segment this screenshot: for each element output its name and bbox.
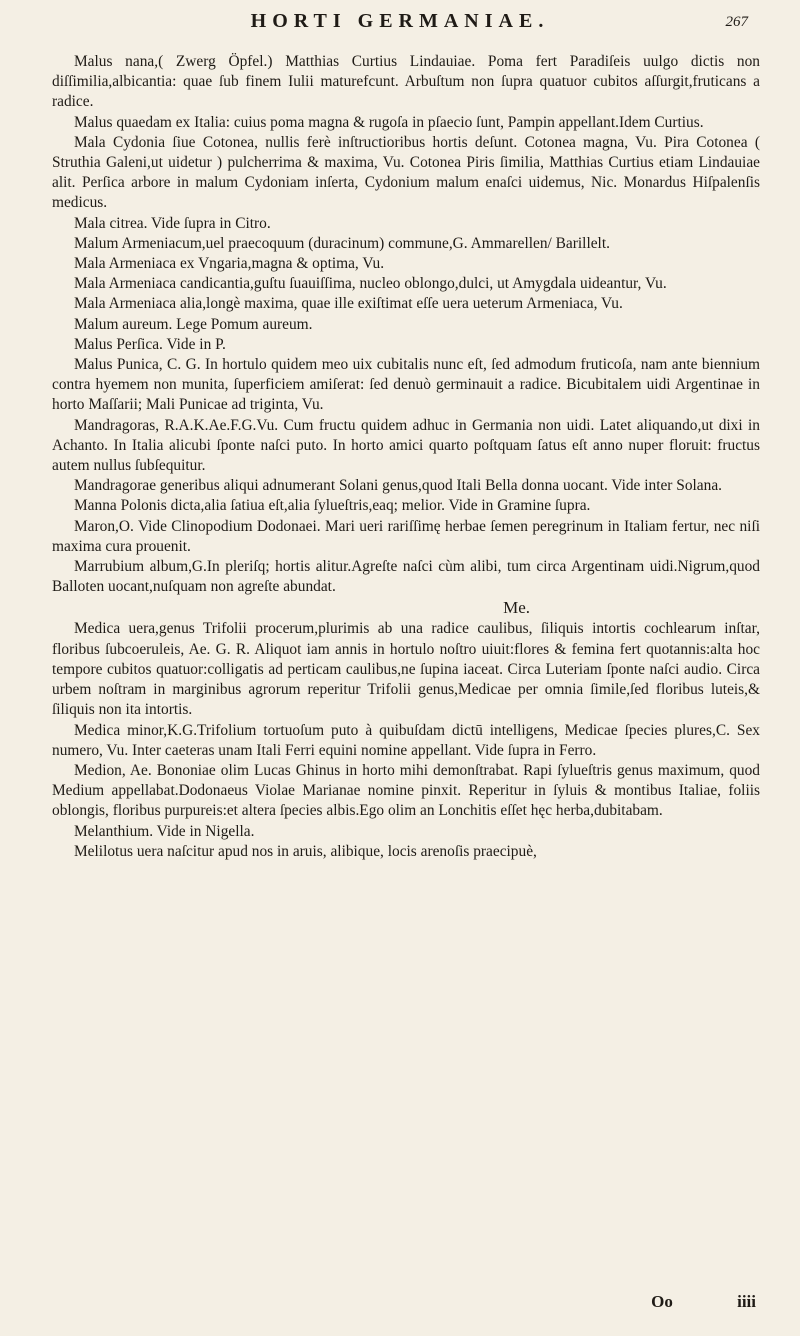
entry-mala-cydonia: Mala Cydonia ſiue Cotonea, nullis ferè inſtructioribus hortis deſunt. Cotonea magna, Vu. Pira Cotonea ( Struthia Galeni,ut uidetur ) pulcherrima & maxima, Vu. Cotonea Piris ſimilia, Matthias Curtius etiam Lindauiae alit. Perſica arbore in malum Cydoniam inſerta, Cydonium malum enaſci uidemus, Nic. Monardus Hiſpalenſis medicus. <box>52 133 760 212</box>
entry-mala-armeniaca-candicantia: Mala Armeniaca candicantia,guſtu ſuauiſſima, nucleo oblongo,dulci, ut Amygdala uideantur, Vu. <box>74 275 667 293</box>
entry-mala-citrea: Mala citrea. Vide ſupra in Citro. <box>74 214 271 232</box>
entry-mandragoras: Mandragoras, R.A.K.Ae.F.G.Vu. Cum fructu quidem adhuc in Germania non uidi. Latet aliquando,ut dixi in Achanto. In Italia alicubi ſponte naſci puto. In horto amici quarto poſtquam ſatus eſt anno nuper floruit: fructus autem nullus ſubſequitur. <box>52 416 760 475</box>
entry-medica-uera: Medica uera,genus Trifolii procerum,plurimis ab una radice caulibus, ſiliquis intortis cochlearum inſtar, floribus ſubcoeruleis, Ae. G. R. Aliquot iam annis in hortulo noſtro uiuit:flores & femina fert quotannis:alta hoc tempore cubitos quatuor:colligatis ad perticam caulibus,ne ſupina iaceat. Circa Luteriam ſponte naſci audio. Circa urbem noſtram in marginibus agrorum reperitur Trifolii genus,Medicae per omnia ſimile,ſed floribus luteis,& ſiliquis non ita intortis. <box>52 620 760 719</box>
entry-malus-nana: Malus nana,( Zwerg Öpfel.) Matthias Curtius Lindauiae. Poma fert Paradiſeis uulgo dictis non diſſimilia,albicantia: quae ſub finem Iulii maturefcunt. Arbuſtum non ſupra quatuor cubitos aſſurgit,fruticans a radice. <box>52 53 760 111</box>
entry-melilotus: Melilotus uera naſcitur apud nos in aruis, alibique, locis arenoſis praecipuè, <box>74 842 537 860</box>
entry-melanthium: Melanthium. Vide in Nigella. <box>74 822 255 840</box>
entry-malum-armeniacum: Malum Armeniacum,uel praecoquum (duracinum) commune,G. Ammarellen/ Barillelt. <box>74 234 610 252</box>
entry-malus-italia: Malus quaedam ex Italia: cuius poma magna & rugoſa in pſaecio ſunt, Pampin appellant.Idem Curtius. <box>74 113 704 131</box>
running-head: HORTI GERMANIAE. <box>250 10 550 32</box>
page-footer <box>0 1292 760 1312</box>
entry-mala-armeniaca-vngaria: Mala Armeniaca ex Vngaria,magna & optima, Vu. <box>74 255 385 273</box>
entry-malus-persica: Malus Perſica. Vide in P. <box>74 335 226 353</box>
section-heading-me: Me. <box>503 598 530 618</box>
entry-medion: Medion, Ae. Bononiae olim Lucas Ghinus in horto mihi demonſtrabat. Rapi ſylueſtris genus maximum, quod Medium appellabat.Dodonaeus Violae Marianae nomine pinxit. Reperitur in ſyluis & montibus Italiae, foliis oblongis, floribus purpureis:et altera ſpecies albis.Ego olim an Lonchitis eſſet hęc herba,dubitabam. <box>52 761 760 820</box>
page-header <box>0 6 800 36</box>
entry-mandragorae-generibus: Mandragorae generibus aliqui adnumerant Solani genus,quod Itali Bella donna uocant. Vide inter Solana. <box>74 477 723 495</box>
signature-mark: Oo <box>651 1292 673 1311</box>
entry-mala-armeniaca-alia: Mala Armeniaca alia,longè maxima, quae ille exiſtimat eſſe uera ueterum Armeniaca, Vu. <box>74 295 623 313</box>
body-text <box>52 52 760 862</box>
entry-medica-minor: Medica minor,K.G.Trifolium tortuoſum puto à quibuſdam dictū intelligens, Medicae ſpecies plures,C. Sex numero, Vu. Inter caeteras unam Itali Ferri equini nomine appellant. Vide ſupra in Ferro. <box>52 721 760 759</box>
entry-manna: Manna Polonis dicta,alia ſatiua eſt,alia ſylueſtris,eaq; melior. Vide in Gramine ſupra. <box>74 497 591 515</box>
page-number: 267 <box>725 14 748 30</box>
entry-malus-punica: Malus Punica, C. G. In hortulo quidem meo uix cubitalis nunc eſt, ſed admodum fruticoſa, nam ante biennium contra hyemem non munita, ſuperficiem amiſerat: ſed denuò germinauit a radice. Bicubitalem uidi Argentinae in horto Maſſarii; Mali Punicae ad triginta, Vu. <box>52 356 760 414</box>
catchword: iiii <box>737 1292 756 1311</box>
entry-malum-aureum: Malum aureum. Lege Pomum aureum. <box>74 315 313 333</box>
entry-maron: Maron,O. Vide Clinopodium Dodonaei. Mari ueri rariſſimę herbae ſemen peregrinum in Italiam fertur, nec niſi maxima cura prouenit. <box>52 517 760 555</box>
entry-marrubium: Marrubium album,G.In pleriſq; hortis alitur.Agreſte naſci cùm alibi, tum circa Argentinam uidi.Nigrum,quod Balloten uocant,nuſquam non agreſte abundat. <box>52 558 760 596</box>
